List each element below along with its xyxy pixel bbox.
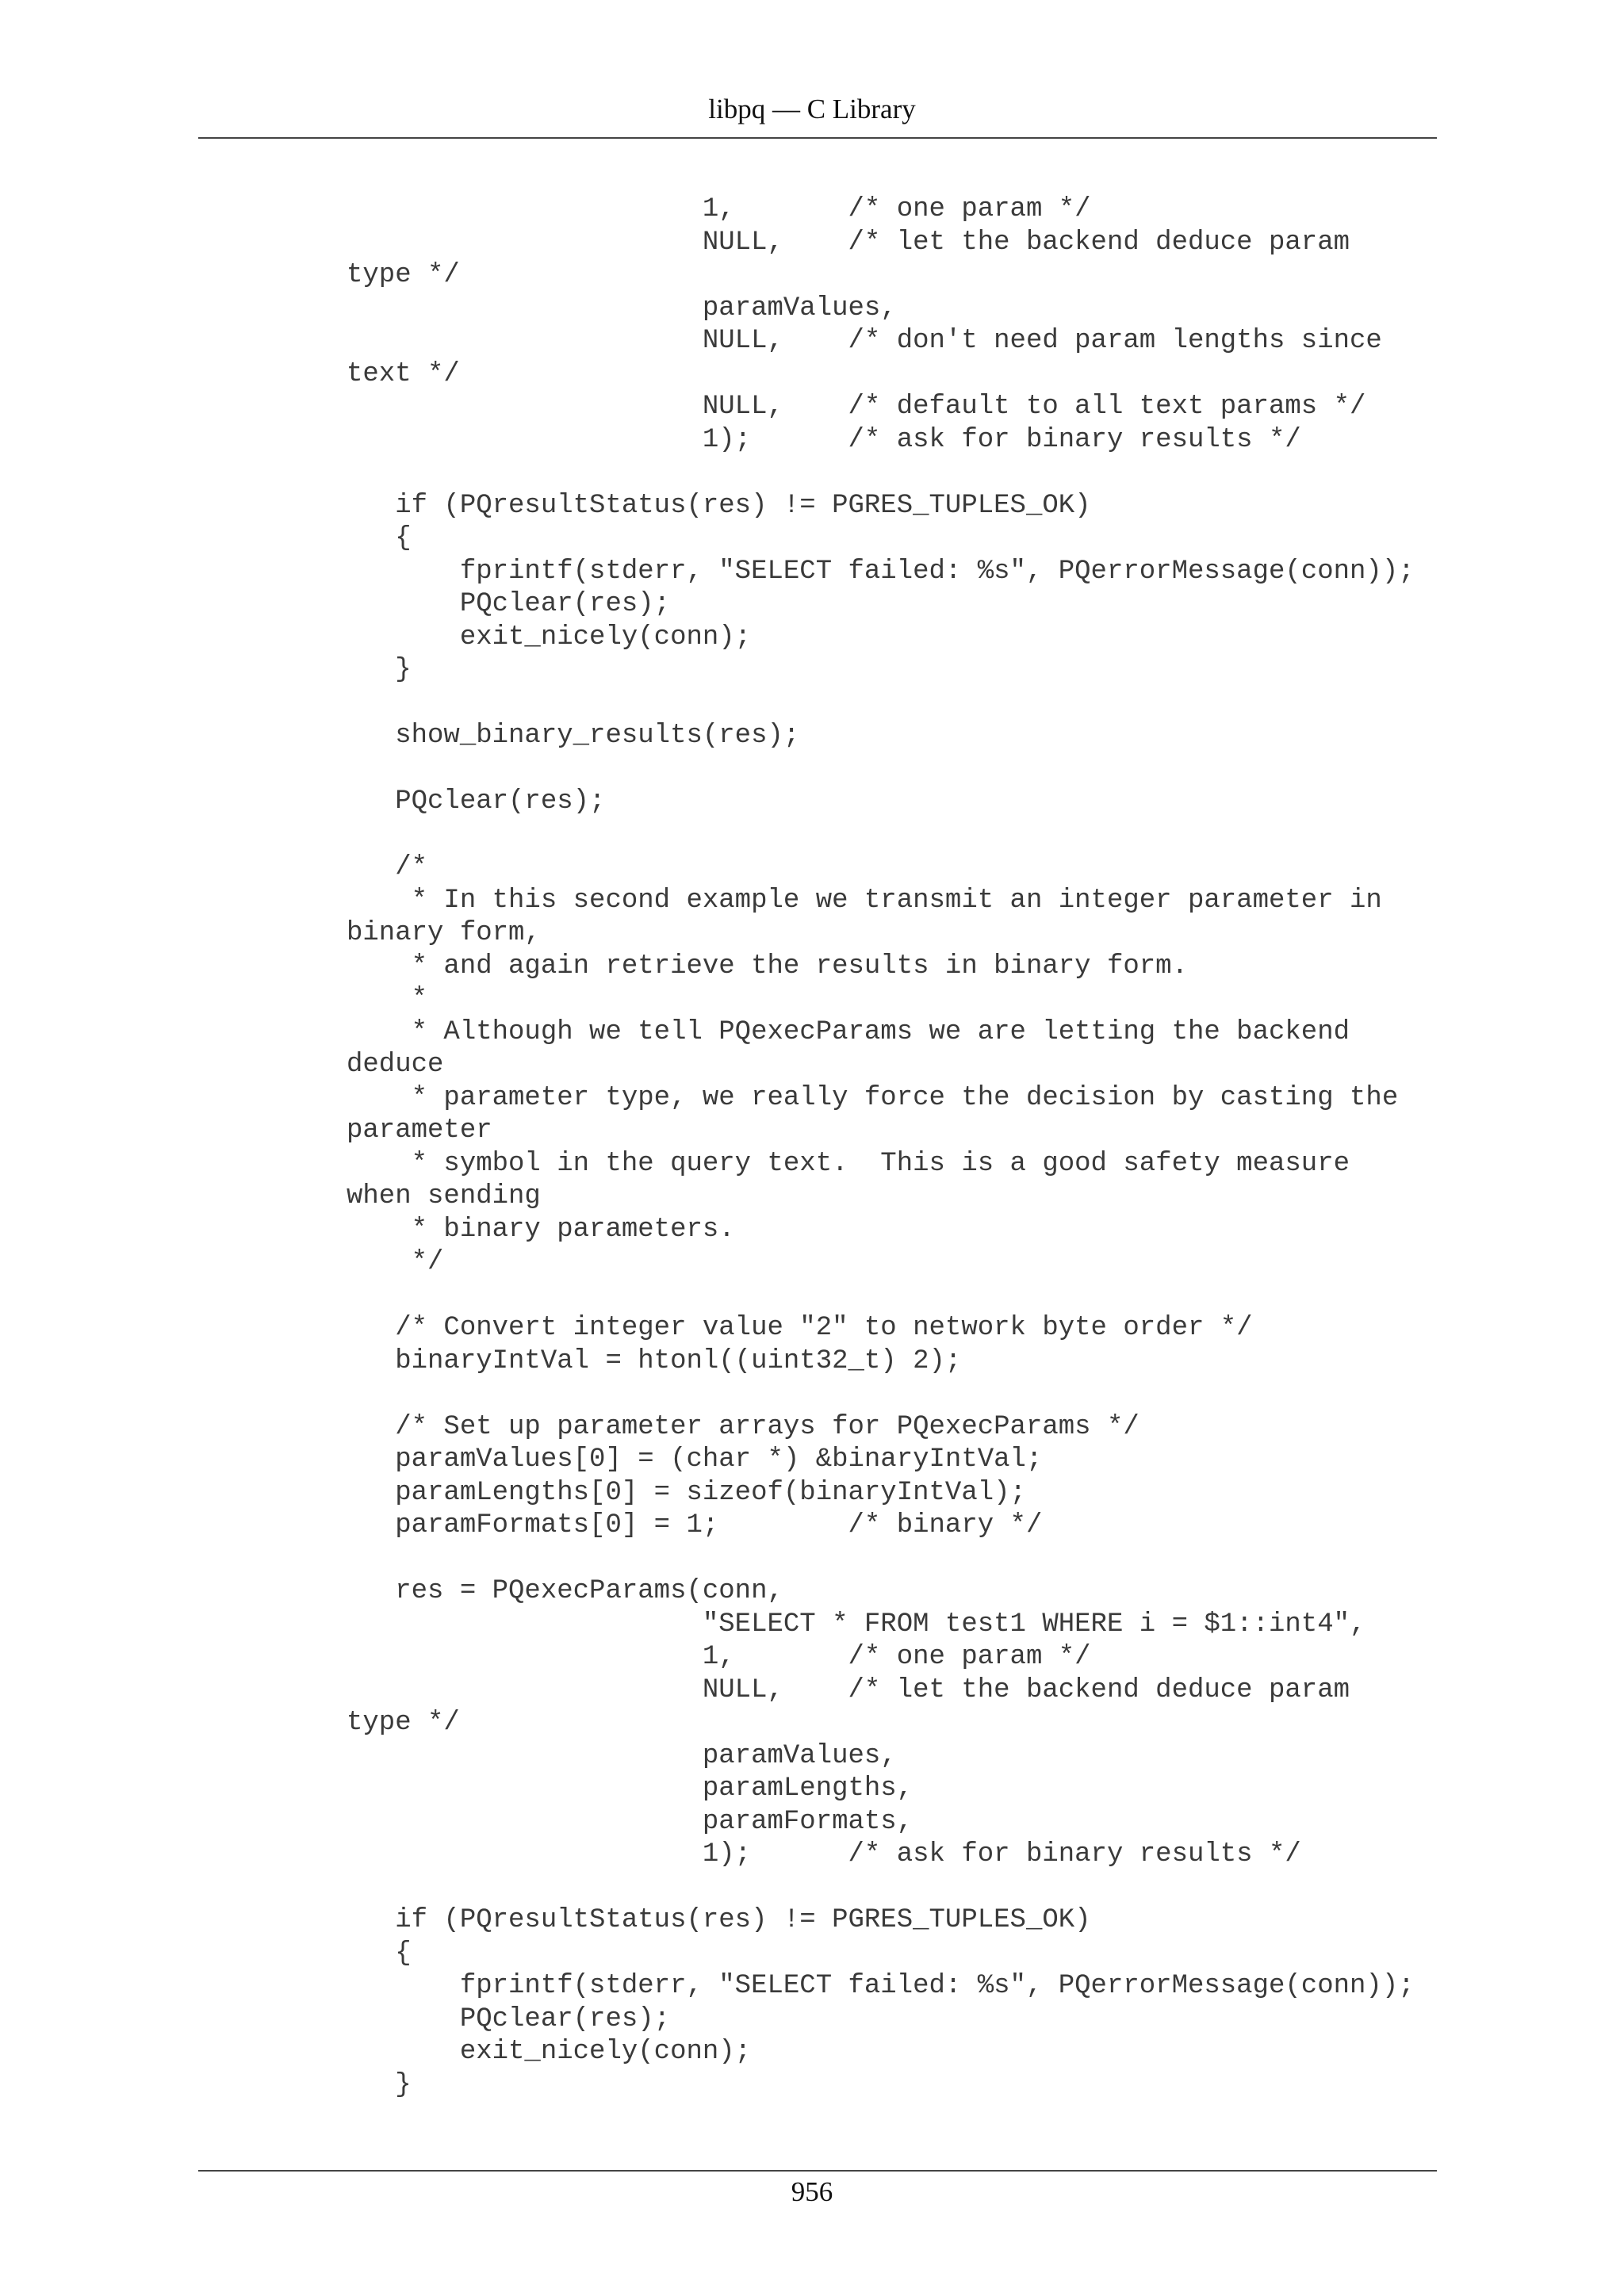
code-line: NULL, /* don't need param lengths since — [347, 326, 1382, 356]
code-line: fprintf(stderr, "SELECT failed: %s", PQerrorMessage(conn)); — [347, 556, 1415, 587]
code-line: PQclear(res); — [347, 786, 606, 817]
code-line: paramValues, — [347, 1740, 897, 1771]
code-line: } — [347, 2069, 412, 2100]
code-line: /* Set up parameter arrays for PQexecParams */ — [347, 1411, 1139, 1442]
code-line: 1, /* one param */ — [347, 1642, 1091, 1672]
code-line: when sending — [347, 1181, 541, 1211]
code-line: paramValues[0] = (char *) &binaryIntVal; — [347, 1445, 1043, 1475]
code-line: paramValues, — [347, 293, 897, 323]
code-line: exit_nicely(conn); — [347, 2037, 752, 2067]
code-line: */ — [347, 1247, 444, 1277]
code-line: if (PQresultStatus(res) != PGRES_TUPLES_OK) — [347, 490, 1091, 521]
code-line: paramFormats[0] = 1; /* binary */ — [347, 1510, 1043, 1540]
code-line: paramLengths, — [347, 1774, 914, 1804]
code-line: binaryIntVal = htonl((uint32_t) 2); — [347, 1345, 962, 1376]
code-line: 1); /* ask for binary results */ — [347, 424, 1301, 455]
code-line: { — [347, 1938, 412, 1969]
code-line: binary form, — [347, 918, 541, 948]
code-line: NULL, /* let the backend deduce param — [347, 1674, 1350, 1705]
code-line: parameter — [347, 1115, 492, 1146]
code-line: } — [347, 655, 412, 685]
code-line — [347, 1872, 1441, 1905]
code-line — [347, 457, 1441, 490]
code-listing — [347, 193, 1441, 2102]
code-line: 1, /* one param */ — [347, 194, 1091, 224]
code-line: 1); /* ask for binary results */ — [347, 1839, 1301, 1869]
page-number: 956 — [791, 2176, 833, 2207]
code-line: * symbol in the query text. This is a good safety measure — [347, 1148, 1350, 1179]
code-line: /* Convert integer value "2" to network byte order */ — [347, 1313, 1253, 1343]
header-rule — [198, 137, 1437, 139]
code-line: show_binary_results(res); — [347, 721, 800, 751]
code-line: exit_nicely(conn); — [347, 622, 752, 652]
code-line: NULL, /* default to all text params */ — [347, 392, 1366, 422]
code-line: deduce — [347, 1050, 444, 1080]
code-line — [347, 1543, 1441, 1576]
code-line: * parameter type, we really force the decision by casting the — [347, 1082, 1399, 1113]
code-line: * In this second example we transmit an integer parameter in — [347, 885, 1382, 916]
code-line: res = PQexecParams(conn, — [347, 1576, 783, 1606]
code-line: paramFormats, — [347, 1806, 914, 1837]
code-line: PQclear(res); — [347, 2003, 671, 2034]
code-line: * — [347, 984, 428, 1014]
footer-rule — [198, 2170, 1437, 2172]
code-line: PQclear(res); — [347, 589, 671, 619]
code-line — [347, 819, 1441, 852]
code-line: { — [347, 523, 412, 553]
code-line: paramLengths[0] = sizeof(binaryIntVal); — [347, 1477, 1026, 1508]
code-line: type */ — [347, 260, 460, 290]
code-line — [347, 1378, 1441, 1411]
code-line: type */ — [347, 1708, 460, 1738]
code-line: /* — [347, 852, 428, 882]
code-line: * and again retrieve the results in binary form. — [347, 951, 1188, 982]
code-line: NULL, /* let the backend deduce param — [347, 227, 1350, 258]
running-header-title: libpq — C Library — [708, 94, 916, 124]
code-line: * Although we tell PQexecParams we are letting the backend — [347, 1016, 1350, 1047]
code-line: text */ — [347, 358, 460, 389]
code-line — [347, 753, 1441, 786]
code-line — [347, 1280, 1441, 1313]
code-line: "SELECT * FROM test1 WHERE i = $1::int4", — [347, 1609, 1366, 1640]
code-line: if (PQresultStatus(res) != PGRES_TUPLES_OK) — [347, 1905, 1091, 1935]
code-line: * binary parameters. — [347, 1214, 735, 1245]
code-line: fprintf(stderr, "SELECT failed: %s", PQerrorMessage(conn)); — [347, 1971, 1415, 2001]
code-line — [347, 687, 1441, 721]
